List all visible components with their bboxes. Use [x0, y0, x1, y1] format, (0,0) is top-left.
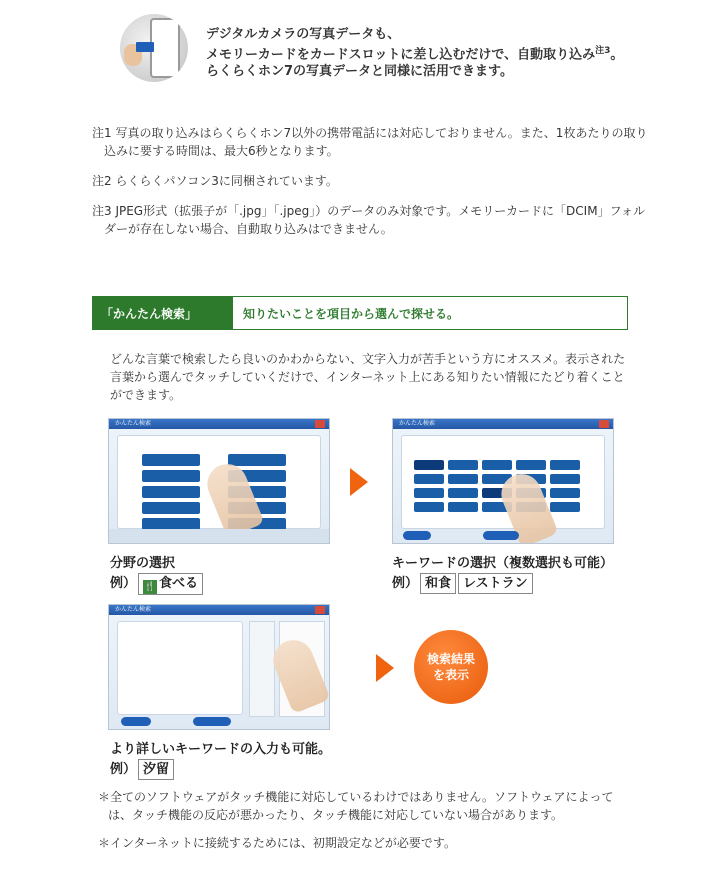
keyword-button [550, 488, 580, 498]
category-button [142, 454, 200, 466]
result-line2: を表示 [432, 668, 469, 682]
keyword-button [550, 460, 580, 470]
note-1: 注1 写真の取り込みはらくらくホン7以外の携帯電話には対応しておりません。また、1枚あたりの取り込みに要する時間は、最大6秒となります。 [92, 126, 648, 158]
note-2: 注2 らくらくパソコン3に同梱されています。 [92, 174, 338, 188]
keyword-button [448, 460, 478, 470]
keyword-button [516, 460, 546, 470]
note-3: 注3 JPEG形式（拡張子が「.jpg」「.jpeg」）のデータのみ対象です。メモリーカードに「DCIM」フォルダーが存在しない場合、自動取り込みはできません。 [92, 204, 645, 236]
candidate-list [249, 621, 275, 717]
keyword-button [550, 502, 580, 512]
window-body [117, 621, 243, 715]
keyword-button [414, 460, 444, 470]
example-tag: 和食 [420, 573, 456, 594]
back-pill [121, 717, 151, 726]
card-import-line3: らくらくホン7の写真データと同様に活用できます。 [206, 64, 514, 80]
window-footer [109, 529, 329, 543]
card-import-section [120, 10, 680, 88]
example-tag: 汐留 [138, 759, 174, 780]
search-result-badge [414, 630, 488, 704]
window-title: かんたん検索 [393, 419, 613, 429]
screenshot-keyword-input [108, 604, 330, 730]
footnote-2: ＊インターネットに接続するためには、初期設定などが必要です。 [98, 836, 456, 850]
category-button [142, 502, 200, 514]
next-pill [193, 717, 231, 726]
card-import-text [206, 26, 623, 80]
window-title: かんたん検索 [109, 605, 329, 615]
caption-input-example: 例） 汐留 [110, 759, 331, 780]
card-import-line2: メモリーカードをカードスロットに差し込むだけで、自動取り込み$^{注3}$。 [206, 46, 624, 63]
keyword-button [550, 474, 580, 484]
window-title: かんたん検索 [109, 419, 329, 429]
caption-category-example: 例） 🍴 食べる [110, 573, 203, 595]
window-body [401, 435, 605, 529]
next-pill [483, 531, 519, 540]
category-button [142, 470, 200, 482]
footnote-1: ＊全てのソフトウェアがタッチ機能に対応しているわけではありません。ソフトウェアによっては、タッチ機能の反応が悪かったり、タッチ機能に対応していない場合があります。 [98, 790, 614, 822]
card-slot-illustration [120, 14, 188, 82]
keyword-button [448, 488, 478, 498]
example-tag: 🍴 食べる [138, 573, 203, 595]
keyword-button [482, 460, 512, 470]
back-pill [403, 531, 431, 540]
keyword-button [414, 502, 444, 512]
intro-text: どんな言葉で検索したら良いのかわからない、文字入力が苦手という方にオススメ。表示された言葉から選んでタッチしていくだけで、インターネット上にある知りたい情報にたどり着くことができます。 [110, 352, 626, 402]
memory-card-image [136, 42, 154, 52]
close-icon [315, 606, 325, 614]
keyword-button [414, 474, 444, 484]
caption-keyword-example: 例） 和食 レストラン [392, 573, 613, 594]
arrow-right-icon [376, 654, 394, 682]
close-icon [599, 420, 609, 428]
caption-keyword [392, 554, 613, 594]
close-icon [315, 420, 325, 428]
keyword-button [448, 474, 478, 484]
screenshot-category-select [108, 418, 330, 544]
note-ref: 注3 [595, 46, 611, 56]
category-button [142, 486, 200, 498]
result-line1: 検索結果 [426, 652, 475, 666]
footnotes [98, 788, 628, 862]
caption-input-title: より詳しいキーワードの入力も可能。 [110, 742, 332, 757]
caption-keyword-title: キーワードの選択（複数選択も可能） [392, 556, 614, 571]
section-label: 「かんたん検索」 [93, 297, 233, 329]
device-image [150, 18, 180, 78]
category-button [228, 454, 286, 466]
caption-category [110, 554, 203, 595]
food-icon: 🍴 [144, 582, 156, 592]
section-header [92, 296, 628, 330]
caption-input [110, 740, 331, 780]
caption-category-title: 分野の選択 [110, 556, 176, 571]
example-tag: レストラン [458, 573, 533, 594]
section-tagline: 知りたいことを項目から選んで探せる。 [233, 297, 627, 329]
notes-list [92, 124, 652, 250]
arrow-right-icon [350, 468, 368, 496]
card-import-line1: デジタルカメラの写真データも、 [206, 27, 401, 42]
keyword-button [414, 488, 444, 498]
keyword-button [448, 502, 478, 512]
screenshot-keyword-select [392, 418, 614, 544]
